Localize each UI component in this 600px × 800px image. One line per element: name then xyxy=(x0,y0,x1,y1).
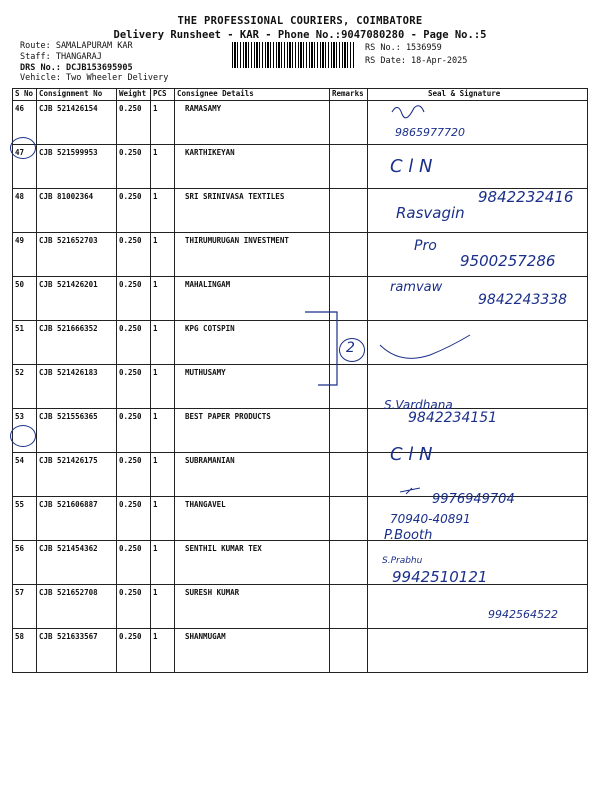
hw-phone-57: 9942510121 xyxy=(392,568,488,586)
row-consignment: CJB 521652708 xyxy=(37,585,117,629)
row-sno: 51 xyxy=(13,321,37,365)
row-sno: 54 xyxy=(13,453,37,497)
row-pcs: 1 xyxy=(151,365,175,409)
row-consignment: CJB 521666352 xyxy=(37,321,117,365)
col-consignee: Consignee Details xyxy=(175,89,330,101)
row-pcs: 1 xyxy=(151,497,175,541)
row-consignee: SRI SRINIVASA TEXTILES xyxy=(175,189,330,233)
row-consignment: CJB 521556365 xyxy=(37,409,117,453)
row-sno: 55 xyxy=(13,497,37,541)
remarks-mark: 2 xyxy=(346,340,355,356)
row-consignment: CJB 521426175 xyxy=(37,453,117,497)
row-sno: 47 xyxy=(13,145,37,189)
row-consignee: SURESH KUMAR xyxy=(175,585,330,629)
row-pcs: 1 xyxy=(151,277,175,321)
row-consignee: RAMASAMY xyxy=(175,101,330,145)
hw-sig-56: P.Booth xyxy=(384,528,433,543)
row-weight: 0.250 xyxy=(117,277,151,321)
staff-label: Staff: THANGARAJ xyxy=(20,52,102,62)
hw-sig-57: S.Prabhu xyxy=(382,556,423,566)
row-sno: 46 xyxy=(13,101,37,145)
row-weight: 0.250 xyxy=(117,585,151,629)
row-pcs: 1 xyxy=(151,101,175,145)
row-weight: 0.250 xyxy=(117,409,151,453)
row-consignee: SHANMUGAM xyxy=(175,629,330,673)
hw-sig-50: ramvaw xyxy=(390,280,443,295)
row-weight: 0.250 xyxy=(117,321,151,365)
row-consignment: CJB 521426154 xyxy=(37,101,117,145)
row-consignee: SUBRAMANIAN xyxy=(175,453,330,497)
row-sno: 48 xyxy=(13,189,37,233)
row-sno: 53 xyxy=(13,409,37,453)
col-pcs: PCS xyxy=(151,89,175,101)
row-consignee: MAHALINGAM xyxy=(175,277,330,321)
hw-phone-55: 9976949704 xyxy=(432,492,515,507)
hw-phone-48: 9842232416 xyxy=(478,188,574,206)
row-pcs: 1 xyxy=(151,321,175,365)
drs-label: DRS No.: DCJB153695905 xyxy=(20,63,133,73)
col-weight: Weight xyxy=(117,89,151,101)
col-sno: S No xyxy=(13,89,37,101)
runsheet-subtitle: Delivery Runsheet - KAR - Phone No.:9047080280 - Page No.:5 xyxy=(113,29,487,41)
hw-cln-47: C l N xyxy=(390,156,433,177)
vehicle-label: Vehicle: Two Wheeler Delivery xyxy=(20,73,169,83)
row-consignee: THANGAVEL xyxy=(175,497,330,541)
row-weight: 0.250 xyxy=(117,189,151,233)
row-consignee: KARTHIKEYAN xyxy=(175,145,330,189)
hw-sig-49: Pro xyxy=(414,238,437,254)
row-weight: 0.250 xyxy=(117,497,151,541)
row-consignment: CJB 521426201 xyxy=(37,277,117,321)
rs-date: RS Date: 18-Apr-2025 xyxy=(365,56,468,66)
row-pcs: 1 xyxy=(151,453,175,497)
row-sno: 58 xyxy=(13,629,37,673)
col-consignment: Consignment No xyxy=(37,89,117,101)
hw-phone-53: 9842234151 xyxy=(408,410,498,426)
row-consignee: THIRUMURUGAN INVESTMENT xyxy=(175,233,330,277)
row-consignment: CJB 521454362 xyxy=(37,541,117,585)
runsheet-title: THE PROFESSIONAL COURIERS, COIMBATORE xyxy=(177,15,423,27)
row-weight: 0.250 xyxy=(117,541,151,585)
hw-phone-58: 9942564522 xyxy=(488,608,558,621)
row-consignment: CJB 521599953 xyxy=(37,145,117,189)
row-pcs: 1 xyxy=(151,189,175,233)
row-sno: 49 xyxy=(13,233,37,277)
row-sno: 52 xyxy=(13,365,37,409)
row-pcs: 1 xyxy=(151,409,175,453)
col-remarks: Remarks xyxy=(330,89,368,101)
row-sno: 50 xyxy=(13,277,37,321)
row-consignee: KPG COTSPIN xyxy=(175,321,330,365)
row-consignment: CJB 521426183 xyxy=(37,365,117,409)
row-consignment: CJB 521633567 xyxy=(37,629,117,673)
row-weight: 0.250 xyxy=(117,453,151,497)
row-weight: 0.250 xyxy=(117,629,151,673)
row-consignment: CJB 521652703 xyxy=(37,233,117,277)
row-weight: 0.250 xyxy=(117,365,151,409)
hw-cln-54: C l N xyxy=(390,444,433,465)
hw-phone-46: 9865977720 xyxy=(395,126,465,139)
route-label: Route: SAMALAPURAM KAR xyxy=(20,41,133,51)
row-pcs: 1 xyxy=(151,541,175,585)
row-pcs: 1 xyxy=(151,629,175,673)
row-weight: 0.250 xyxy=(117,101,151,145)
row-consignment: CJB 81002364 xyxy=(37,189,117,233)
hw-sig-53: S.Vardhana xyxy=(384,398,453,412)
rs-number: RS No.: 1536959 xyxy=(365,43,442,53)
row-pcs: 1 xyxy=(151,585,175,629)
row-consignee: MUTHUSAMY xyxy=(175,365,330,409)
row-weight: 0.250 xyxy=(117,145,151,189)
row-sno: 56 xyxy=(13,541,37,585)
hw-phone-49: 9500257286 xyxy=(460,252,556,270)
col-signature: Seal & Signature xyxy=(368,89,588,101)
row-pcs: 1 xyxy=(151,233,175,277)
row-consignee: SENTHIL KUMAR TEX xyxy=(175,541,330,585)
row-sno: 57 xyxy=(13,585,37,629)
hw-sig-48: Rasvagin xyxy=(396,204,465,222)
row-consignee: BEST PAPER PRODUCTS xyxy=(175,409,330,453)
row-consignment: CJB 521606887 xyxy=(37,497,117,541)
hw-phone-50: 9842243338 xyxy=(478,292,568,308)
row-pcs: 1 xyxy=(151,145,175,189)
hw-phone-56: 70940-40891 xyxy=(390,512,471,526)
row-weight: 0.250 xyxy=(117,233,151,277)
